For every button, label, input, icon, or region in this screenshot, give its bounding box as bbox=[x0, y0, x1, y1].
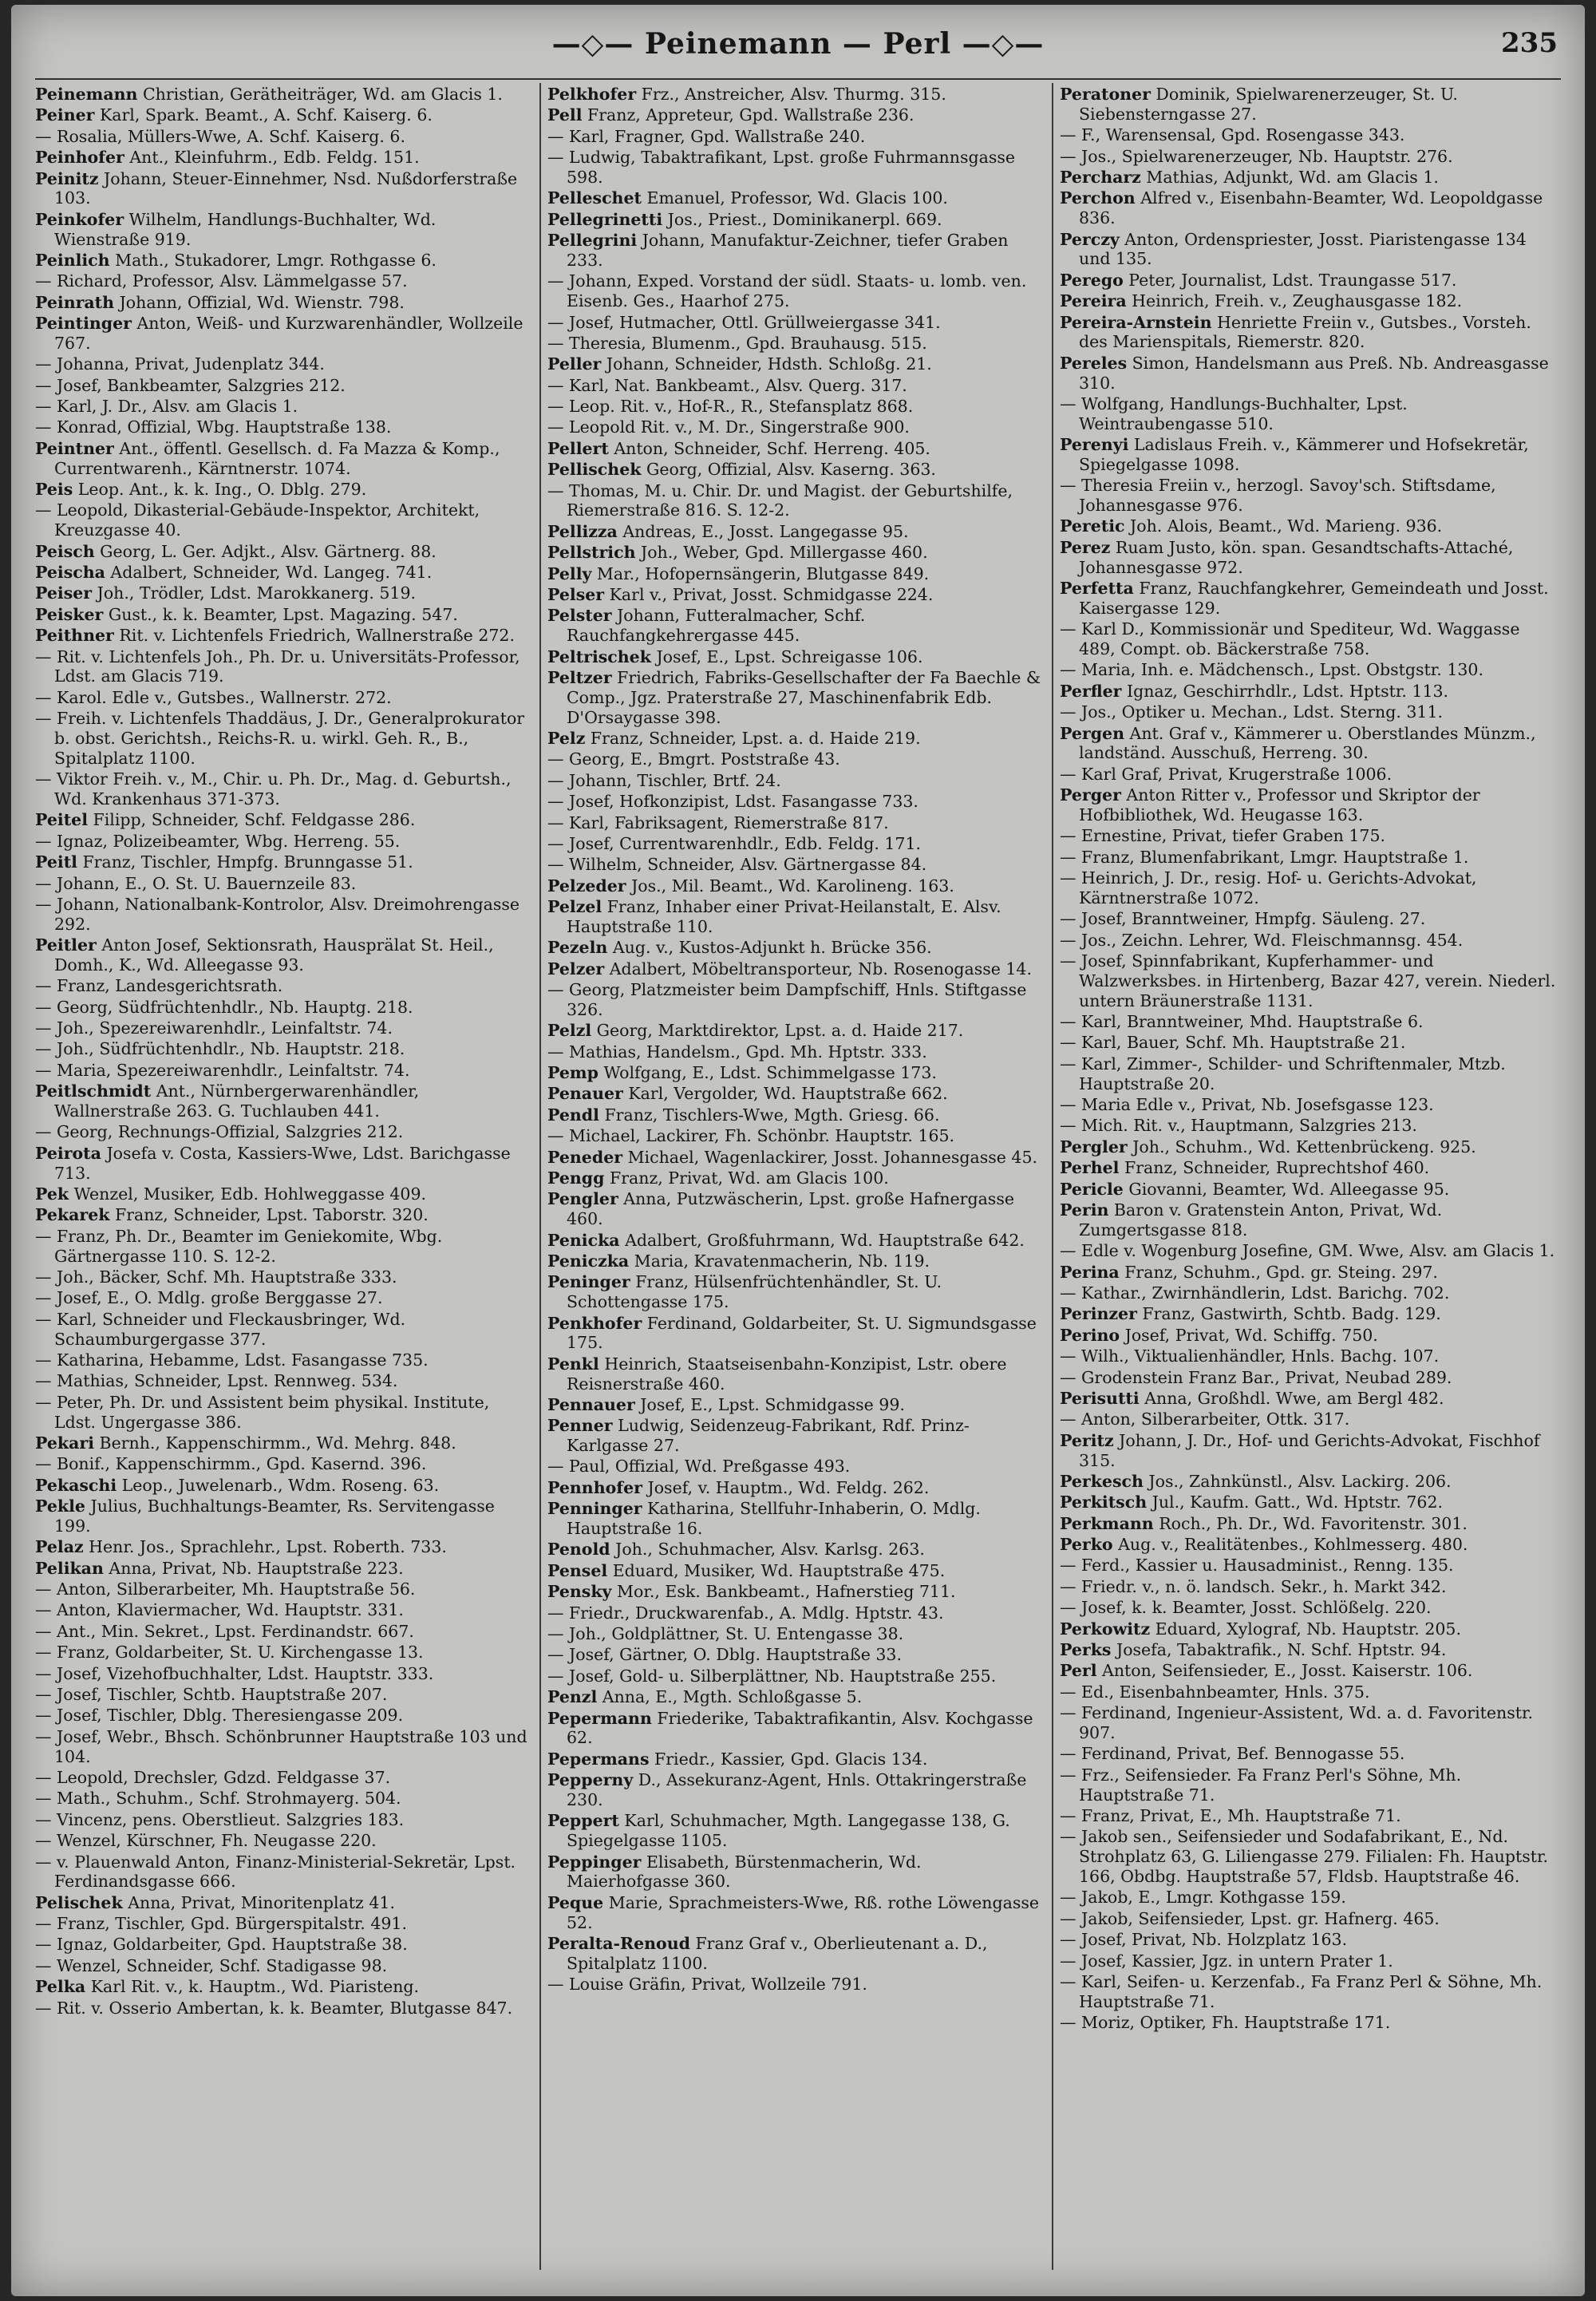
directory-entry: Peitlschmidt Ant., Nürnbergerwarenhändler, Wallnerstraße 263. G. Tuchlauben 441. bbox=[35, 1081, 420, 1121]
directory-entry: Peinhofer Ant., Kleinfuhrm., Edb. Feldg. 151. bbox=[35, 148, 420, 168]
directory-entry: Perks Josefa, Tabaktrafik., N. Schf. Hptstr. 94. bbox=[1060, 1640, 1447, 1660]
directory-entry: Pellegrini Johann, Manufaktur-Zeichner, tiefer Graben 233. bbox=[547, 231, 1009, 270]
directory-entry: Pekaschi Leop., Juwelenarb., Wdm. Roseng. 63. bbox=[35, 1475, 440, 1495]
directory-entry: Peintner Ant., öffentl. Gesellsch. d. Fa Mazza & Komp., Currentwarenh., Kärntnerstr. 1074. bbox=[35, 438, 500, 478]
directory-entry: — Mathias, Handelsm., Gpd. Mh. Hptstr. 333. bbox=[547, 1042, 927, 1062]
directory-entry: — Joh., Südfrüchtenhdlr., Nb. Hauptstr. 218. bbox=[35, 1039, 405, 1059]
directory-entry: Perego Peter, Journalist, Ldst. Traungasse 517. bbox=[1060, 270, 1457, 290]
directory-entry: Perger Anton Ritter v., Professor und Skriptor der Hofbibliothek, Wd. Heugasse 163. bbox=[1060, 785, 1480, 824]
directory-entry: Pellegrinetti Jos., Priest., Dominikanerpl. 669. bbox=[547, 209, 942, 229]
directory-entry: — Jakob sen., Seifensieder und Sodafabrikant, E., Nd. Strohplatz 63, G. Liliengasse 279. Filialen: Fh. Hauptstr. 166, Obdbg. Hauptstraße 57, Fldsb. Hauptstraße 46. bbox=[1060, 1827, 1549, 1886]
directory-entry: — Kathar., Zwirnhändlerin, Ldst. Barichg. 702. bbox=[1060, 1283, 1450, 1303]
directory-entry: Peitl Franz, Tischler, Hmpfg. Brunngasse 51. bbox=[35, 852, 413, 872]
page-number: 235 bbox=[1501, 27, 1558, 59]
directory-entry: Pergen Ant. Graf v., Kämmerer u. Oberstlandes Münzm., landständ. Ausschuß, Herreng. 30. bbox=[1060, 723, 1536, 763]
directory-entry: — Frz., Seifensieder. Fa Franz Perl's Söhne, Mh. Hauptstraße 71. bbox=[1060, 1765, 1462, 1805]
directory-entry: — Josef, Bankbeamter, Salzgries 212. bbox=[35, 375, 346, 395]
directory-entry: Perkmann Roch., Ph. Dr., Wd. Favoritenstr. 301. bbox=[1060, 1513, 1468, 1533]
directory-entry: — Karl D., Kommissionär und Spediteur, Wd. Waggasse 489, Compt. ob. Bäckerstraße 758. bbox=[1060, 619, 1520, 659]
directory-entry: Peirota Josefa v. Costa, Kassiers-Wwe, Ldst. Barichgasse 713. bbox=[35, 1143, 511, 1183]
directory-entry: — Wilh., Viktualienhändler, Hnls. Bachg. 107. bbox=[1060, 1346, 1440, 1366]
directory-entry: Perko Aug. v., Realitätenbes., Kohlmesserg. 480. bbox=[1060, 1535, 1468, 1555]
directory-entry: Pennhofer Josef, v. Hauptm., Wd. Feldg. 262. bbox=[547, 1477, 930, 1497]
directory-entry: — Wenzel, Schneider, Schf. Stadigasse 98. bbox=[35, 1955, 388, 1975]
directory-entry: — Anton, Klaviermacher, Wd. Hauptstr. 331. bbox=[35, 1600, 404, 1620]
directory-entry: — Ferd., Kassier u. Hausadminist., Renng. 135. bbox=[1060, 1556, 1454, 1576]
directory-entry: — Heinrich, J. Dr., resig. Hof- u. Gerichts-Advokat, Kärntnerstraße 1072. bbox=[1060, 868, 1477, 907]
directory-entry: Peritz Johann, J. Dr., Hof- und Gerichts-Advokat, Fischhof 315. bbox=[1060, 1430, 1540, 1470]
directory-entry: Pezeln Aug. v., Kustos-Adjunkt h. Brücke 356. bbox=[547, 938, 932, 958]
directory-entry: Peltrischek Josef, E., Lpst. Schreigasse 106. bbox=[547, 646, 923, 666]
directory-entry: — Theresia, Blumenm., Gpd. Brauhausg. 515. bbox=[547, 333, 927, 353]
directory-entry: — Karl, Fragner, Gpd. Wallstraße 240. bbox=[547, 126, 866, 146]
directory-entry: Peller Johann, Schneider, Hdsth. Schloßg. 21. bbox=[547, 354, 932, 374]
directory-entry: — Ludwig, Tabaktrafikant, Lpst. große Fuhrmannsgasse 598. bbox=[547, 148, 1016, 187]
directory-entry: — Josef, k. k. Beamter, Josst. Schlößelg. 220. bbox=[1060, 1598, 1432, 1618]
directory-entry: — Ignaz, Polizeibeamter, Wbg. Herreng. 55. bbox=[35, 831, 401, 851]
directory-entry: — Paul, Offizial, Wd. Preßgasse 493. bbox=[547, 1457, 851, 1477]
directory-entry: Pengg Franz, Privat, Wd. am Glacis 100. bbox=[547, 1168, 889, 1188]
directory-entry: Pelzl Georg, Marktdirektor, Lpst. a. d. Haide 217. bbox=[547, 1021, 964, 1041]
directory-entry: Peiser Joh., Trödler, Ldst. Marokkanerg. 519. bbox=[35, 583, 417, 603]
directory-entry: Peppert Karl, Schuhmacher, Mgth. Langegasse 138, G. Spiegelgasse 1105. bbox=[547, 1811, 1010, 1851]
directory-entry: Perin Baron v. Gratenstein Anton, Privat, Wd. Zumgertsgasse 818. bbox=[1060, 1200, 1443, 1239]
directory-entry: Perfetta Franz, Rauchfangkehrer, Gemeindeath und Josst. Kaisergasse 129. bbox=[1060, 579, 1549, 618]
column-divider bbox=[1052, 83, 1053, 2270]
directory-entry: Peinlich Math., Stukadorer, Lmgr. Rothgasse 6. bbox=[35, 250, 437, 270]
directory-entry: — Johann, Exped. Vorstand der südl. Staats- u. lomb. ven. Eisenb. Ges., Haarhof 275. bbox=[547, 271, 1027, 311]
directory-entry: — Karl, Branntweiner, Mhd. Hauptstraße 6. bbox=[1060, 1012, 1424, 1032]
directory-entry: Perinzer Franz, Gastwirth, Schtb. Badg. 129. bbox=[1060, 1304, 1441, 1324]
directory-entry: — Louise Gräfin, Privat, Wollzeile 791. bbox=[547, 1975, 867, 1995]
directory-entry: — Leop. Rit. v., Hof-R., R., Stefansplatz 868. bbox=[547, 397, 914, 417]
directory-entry: — Vincenz, pens. Oberstlieut. Salzgries 183. bbox=[35, 1809, 405, 1829]
directory-entry: Peinemann Christian, Gerätheiträger, Wd. am Glacis 1. bbox=[35, 85, 503, 104]
directory-entry: Peninger Franz, Hülsenfrüchtenhändler, St. U. Schottengasse 175. bbox=[547, 1272, 942, 1312]
directory-entry: Perczy Anton, Ordenspriester, Josst. Piaristengasse 134 und 135. bbox=[1060, 229, 1527, 269]
directory-entry: Penold Joh., Schuhmacher, Alsv. Karlsg. 263. bbox=[547, 1540, 925, 1560]
directory-entry: Peitel Filipp, Schneider, Schf. Feldgasse 286. bbox=[35, 810, 416, 830]
directory-entry: Perl Anton, Seifensieder, E., Josst. Kaiserstr. 106. bbox=[1060, 1661, 1473, 1681]
directory-entry: Perkitsch Jul., Kaufm. Gatt., Wd. Hptstr. 762. bbox=[1060, 1492, 1444, 1512]
column-right bbox=[1060, 85, 1559, 2279]
directory-entry: — Anton, Silberarbeiter, Mh. Hauptstraße 56. bbox=[35, 1579, 416, 1599]
directory-entry: Peiner Karl, Spark. Beamt., A. Schf. Kaiserg. 6. bbox=[35, 105, 433, 125]
directory-entry: — Karl, Seifen- u. Kerzenfab., Fa Franz Perl & Söhne, Mh. Hauptstraße 71. bbox=[1060, 1971, 1543, 2011]
directory-entry: — Josef, Currentwarenhdlr., Edb. Feldg. 171. bbox=[547, 833, 922, 853]
directory-entry: — Friedr., Druckwarenfab., A. Mdlg. Hptstr. 43. bbox=[547, 1603, 944, 1623]
directory-entry: Peinrath Johann, Offizial, Wd. Wienstr. 798. bbox=[35, 292, 405, 312]
directory-entry: Pennauer Josef, E., Lpst. Schmidgasse 99. bbox=[547, 1394, 905, 1414]
directory-entry: Peis Leop. Ant., k. k. Ing., O. Dblg. 279. bbox=[35, 480, 367, 500]
directory-entry: — Karl, Nat. Bankbeamt., Alsv. Querg. 317. bbox=[547, 375, 907, 395]
directory-entry: — Josef, Spinnfabrikant, Kupferhammer- und Walzwerksbes. in Hirtenberg, Bazar 427, verein. Niederl. untern Bräunerstraße 1131. bbox=[1060, 951, 1556, 1010]
directory-entry: — Ant., Min. Sekret., Lpst. Ferdinandstr. 667. bbox=[35, 1621, 414, 1641]
directory-entry: Peniczka Maria, Kravatenmacherin, Nb. 119. bbox=[547, 1251, 930, 1271]
directory-entry: — Franz, Privat, E., Mh. Hauptstraße 71. bbox=[1060, 1805, 1401, 1825]
directory-entry: Perchon Alfred v., Eisenbahn-Beamter, Wd. Leopoldgasse 836. bbox=[1060, 188, 1543, 228]
directory-entry: Pelser Karl v., Privat, Josst. Schmidgasse 224. bbox=[547, 585, 934, 604]
running-head: —◇— Peinemann — Perl —◇— bbox=[551, 27, 1045, 61]
directory-entry: Pellert Anton, Schneider, Schf. Herreng. 405. bbox=[547, 438, 930, 458]
directory-entry: — Karl, J. Dr., Alsv. am Glacis 1. bbox=[35, 397, 298, 417]
directory-entry: Penninger Katharina, Stellfuhr-Inhaberin, O. Mdlg. Hauptstraße 16. bbox=[547, 1499, 981, 1539]
directory-entry: — Franz, Goldarbeiter, St. U. Kirchengasse 13. bbox=[35, 1643, 424, 1662]
directory-entry: Pek Wenzel, Musiker, Edb. Hohlweggasse 409. bbox=[35, 1184, 427, 1204]
directory-entry: — Franz, Ph. Dr., Beamter im Geniekomite, Wbg. Gärtnergasse 110. S. 12-2. bbox=[35, 1226, 443, 1266]
directory-entry: — Grodenstein Franz Bar., Privat, Neubad 289. bbox=[1060, 1367, 1452, 1387]
directory-entry: — Joh., Bäcker, Schf. Mh. Hauptstraße 333. bbox=[35, 1267, 397, 1287]
directory-entry: — Leopold, Dikasterial-Gebäude-Inspektor, Architekt, Kreuzgasse 40. bbox=[35, 500, 480, 540]
directory-entry: Pelleschet Emanuel, Professor, Wd. Glacis 100. bbox=[547, 188, 948, 208]
directory-entry: — Rit. v. Lichtenfels Joh., Ph. Dr. u. Universitäts-Professor, Ldst. am Glacis 719. bbox=[35, 646, 520, 686]
directory-entry: Penner Ludwig, Seidenzeug-Fabrikant, Rdf. Prinz-Karlgasse 27. bbox=[547, 1416, 970, 1456]
directory-entry: Pelikan Anna, Privat, Nb. Hauptstraße 223. bbox=[35, 1558, 404, 1578]
directory-entry: Pereles Simon, Handelsmann aus Preß. Nb. Andreasgasse 310. bbox=[1060, 353, 1549, 393]
directory-entry: — Karl, Bauer, Schf. Mh. Hauptstraße 21. bbox=[1060, 1033, 1406, 1053]
directory-entry: Peneder Michael, Wagenlackirer, Josst. Johannesgasse 45. bbox=[547, 1147, 1038, 1167]
column-divider bbox=[539, 83, 541, 2270]
directory-entry: — Karol. Edle v., Gutsbes., Wallnerstr. 272. bbox=[35, 687, 392, 707]
directory-entry: — Maria, Spezereiwarenhdlr., Leinfaltstr. 74. bbox=[35, 1060, 410, 1080]
directory-entry: — Ferdinand, Ingenieur-Assistent, Wd. a. d. Favoritenstr. 907. bbox=[1060, 1703, 1534, 1742]
directory-entry: Pell Franz, Appreteur, Gpd. Wallstraße 236. bbox=[547, 105, 915, 125]
directory-entry: Penauer Karl, Vergolder, Wd. Hauptstraße 662. bbox=[547, 1084, 948, 1104]
directory-entry: — Karl Graf, Privat, Krugerstraße 1006. bbox=[1060, 764, 1393, 784]
directory-entry: — Mich. Rit. v., Hauptmann, Salzgries 213. bbox=[1060, 1116, 1417, 1136]
directory-entry: Pelster Johann, Futteralmacher, Schf. Rauchfangkehrergasse 445. bbox=[547, 606, 866, 646]
directory-entry: — Josef, Hutmacher, Ottl. Grüllweiergasse 341. bbox=[547, 312, 941, 332]
directory-entry: — F., Warensensal, Gpd. Rosengasse 343. bbox=[1060, 125, 1405, 145]
directory-entry: — Viktor Freih. v., M., Chir. u. Ph. Dr., Mag. d. Geburtsh., Wd. Krankenhaus 371-373. bbox=[35, 769, 512, 809]
directory-entry: — Franz, Landesgerichtsrath. bbox=[35, 976, 283, 996]
directory-entry: Penzl Anna, E., Mgth. Schloßgasse 5. bbox=[547, 1687, 863, 1707]
directory-entry: — Joh., Spezereiwarenhdlr., Leinfaltstr. 74. bbox=[35, 1018, 393, 1038]
directory-entry: Pereira Heinrich, Freih. v., Zeughausgasse 182. bbox=[1060, 291, 1463, 311]
column-left bbox=[35, 85, 535, 2279]
directory-entry: — Mathias, Schneider, Lpst. Rennweg. 534. bbox=[35, 1371, 398, 1391]
directory-entry: — Richard, Professor, Alsv. Lämmelgasse 57. bbox=[35, 271, 408, 291]
directory-entry: Perisutti Anna, Großhdl. Wwe, am Bergl 482. bbox=[1060, 1388, 1444, 1408]
directory-entry: — Maria, Inh. e. Mädchensch., Lpst. Obstgstr. 130. bbox=[1060, 660, 1483, 680]
directory-entry: — Bonif., Kappenschirmm., Gpd. Kasernd. 396. bbox=[35, 1454, 427, 1474]
directory-entry: — Josef, Gärtner, O. Dblg. Hauptstraße 33. bbox=[547, 1645, 902, 1665]
directory-entry: Peppinger Elisabeth, Bürstenmacherin, Wd. Maierhofgasse 360. bbox=[547, 1852, 922, 1892]
directory-entry: Pepperny D., Assekuranz-Agent, Hnls. Ottakringerstraße 230. bbox=[547, 1770, 1027, 1809]
directory-entry: — Freih. v. Lichtenfels Thaddäus, J. Dr., Generalprokurator b. obst. Gerichtsh., Reichs-R. u. wirkl. Geh. R., B., Spitalplatz 1100. bbox=[35, 709, 525, 768]
directory-entry: Pelka Karl Rit. v., k. Hauptm., Wd. Piaristeng. bbox=[35, 1977, 420, 1997]
directory-entry: Peithner Rit. v. Lichtenfels Friedrich, Wallnerstraße 272. bbox=[35, 626, 515, 646]
directory-entry: Pelzeder Jos., Mil. Beamt., Wd. Karolineng. 163. bbox=[547, 876, 954, 895]
directory-entry: Pergler Joh., Schuhm., Wd. Kettenbrückeng. 925. bbox=[1060, 1137, 1476, 1156]
directory-entry: Perenyi Ladislaus Freih. v., Kämmerer und Hofsekretär, Spiegelgasse 1098. bbox=[1060, 435, 1529, 474]
directory-entry: — Ferdinand, Privat, Bef. Bennogasse 55. bbox=[1060, 1744, 1405, 1764]
directory-entry: — Anton, Silberarbeiter, Ottk. 317. bbox=[1060, 1409, 1350, 1429]
directory-entry: Peisker Gust., k. k. Beamter, Lpst. Magazing. 547. bbox=[35, 604, 458, 624]
directory-entry: Peretic Joh. Alois, Beamt., Wd. Marieng. 936. bbox=[1060, 516, 1443, 536]
directory-entry: — Ed., Eisenbahnbeamter, Hnls. 375. bbox=[1060, 1682, 1370, 1702]
directory-entry: — Karl, Fabriksagent, Riemerstraße 817. bbox=[547, 812, 889, 832]
directory-entry: — Johanna, Privat, Judenplatz 344. bbox=[35, 354, 325, 374]
directory-entry: Pericle Giovanni, Beamter, Wd. Alleegasse 95. bbox=[1060, 1179, 1450, 1199]
directory-entry: — Josef, E., O. Mdlg. große Berggasse 27. bbox=[35, 1288, 383, 1308]
directory-entry: — Johann, Tischler, Brtf. 24. bbox=[547, 770, 781, 790]
directory-entry: Pellstrich Joh., Weber, Gpd. Millergasse 460. bbox=[547, 543, 928, 563]
directory-entry: Penkhofer Ferdinand, Goldarbeiter, St. U. Sigmundsgasse 175. bbox=[547, 1313, 1037, 1353]
directory-entry: — Theresia Freiin v., herzogl. Savoy'sch. Stiftsdame, Johannesgasse 976. bbox=[1060, 476, 1496, 516]
directory-entry: — Jos., Zeichn. Lehrer, Wd. Fleischmannsg. 454. bbox=[1060, 930, 1464, 950]
page-header bbox=[11, 22, 1585, 70]
directory-entry: — Georg, E., Bmgrt. Poststraße 43. bbox=[547, 749, 840, 769]
directory-page bbox=[11, 5, 1585, 2296]
directory-entry: Perez Ruam Justo, kön. span. Gesandtschafts-Attaché, Johannesgasse 972. bbox=[1060, 537, 1514, 577]
directory-entry: Pelly Mar., Hofopernsängerin, Blutgasse 849. bbox=[547, 563, 930, 583]
directory-entry: Peisch Georg, L. Ger. Adjkt., Alsv. Gärtnerg. 88. bbox=[35, 541, 437, 561]
directory-entry: Peinkofer Wilhelm, Handlungs-Buchhalter, Wd. Wienstraße 919. bbox=[35, 209, 437, 249]
directory-entry: Pelz Franz, Schneider, Lpst. a. d. Haide 219. bbox=[547, 728, 921, 748]
directory-entry: — Josef, Gold- u. Silberplättner, Nb. Hauptstraße 255. bbox=[547, 1666, 997, 1686]
directory-entry: Perkesch Jos., Zahnkünstl., Alsv. Lackirg. 206. bbox=[1060, 1471, 1452, 1491]
directory-entry: Perina Franz, Schuhm., Gpd. gr. Steing. 297. bbox=[1060, 1262, 1438, 1282]
directory-entry: — Josef, Kassier, Jgz. in untern Prater 1. bbox=[1060, 1951, 1393, 1971]
directory-entry: Peratoner Dominik, Spielwarenerzeuger, St. U. Siebensterngasse 27. bbox=[1060, 85, 1458, 124]
directory-entry: — Georg, Rechnungs-Offizial, Salzgries 212. bbox=[35, 1122, 404, 1142]
directory-entry: — Moriz, Optiker, Fh. Hauptstraße 171. bbox=[1060, 2013, 1391, 2033]
directory-entry: — Johann, Nationalbank-Kontrolor, Alsv. Dreimohrengasse 292. bbox=[35, 894, 520, 934]
header-rule bbox=[35, 78, 1561, 80]
directory-entry: — Katharina, Hebamme, Ldst. Fasangasse 735. bbox=[35, 1350, 429, 1370]
directory-entry: — Wolfgang, Handlungs-Buchhalter, Lpst. Weintraubengasse 510. bbox=[1060, 393, 1408, 433]
directory-entry: — Ignaz, Goldarbeiter, Gpd. Hauptstraße 38. bbox=[35, 1935, 408, 1955]
directory-entry: Pelaz Henr. Jos., Sprachlehr., Lpst. Roberth. 733. bbox=[35, 1537, 447, 1557]
directory-entry: — Leopold Rit. v., M. Dr., Singerstraße 900. bbox=[547, 417, 910, 437]
directory-entry: Perfler Ignaz, Geschirrhdlr., Ldst. Hptstr. 113. bbox=[1060, 681, 1449, 701]
directory-entry: Peque Marie, Sprachmeisters-Wwe, Rß. rothe Löwengasse 52. bbox=[547, 1892, 1039, 1932]
directory-entry: Pelkhofer Frz., Anstreicher, Alsv. Thurmg. 315. bbox=[547, 85, 946, 104]
directory-entry: Pereira-Arnstein Henriette Freiin v., Gutsbes., Vorsteh. des Marienspitals, Riemerstr. 820. bbox=[1060, 312, 1531, 352]
directory-entry: — Franz, Tischler, Gpd. Bürgerspitalstr. 491. bbox=[35, 1914, 407, 1934]
directory-entry: — Thomas, M. u. Chir. Dr. und Magist. der Geburtshilfe, Riemerstraße 816. S. 12-2. bbox=[547, 480, 1013, 520]
directory-entry: — Rit. v. Osserio Ambertan, k. k. Beamter, Blutgasse 847. bbox=[35, 1998, 513, 2018]
directory-entry: — Edle v. Wogenburg Josefine, GM. Wwe, Alsv. am Glacis 1. bbox=[1060, 1241, 1555, 1261]
directory-entry: Penkl Heinrich, Staatseisenbahn-Konzipist, Lstr. obere Reisnerstraße 460. bbox=[547, 1354, 1007, 1394]
directory-entry: — Josef, Hofkonzipist, Ldst. Fasangasse 733. bbox=[547, 792, 918, 812]
directory-entry: — Leopold, Drechsler, Gdzd. Feldgasse 37. bbox=[35, 1767, 391, 1787]
directory-entry: — Joh., Goldplättner, St. U. Entengasse 38. bbox=[547, 1624, 904, 1643]
directory-entry: — Konrad, Offizial, Wbg. Hauptstraße 138. bbox=[35, 417, 392, 437]
directory-entry: Pendl Franz, Tischlers-Wwe, Mgth. Griesg. 66. bbox=[547, 1105, 940, 1125]
directory-entry: — Rosalia, Müllers-Wwe, A. Schf. Kaiserg. 6. bbox=[35, 126, 405, 146]
directory-entry: — Josef, Tischler, Dblg. Theresiengasse 209. bbox=[35, 1706, 404, 1726]
directory-entry: — Georg, Südfrüchtenhdlr., Nb. Hauptg. 218. bbox=[35, 997, 413, 1017]
directory-entry: — Wenzel, Kürschner, Fh. Neugasse 220. bbox=[35, 1831, 377, 1851]
directory-entry: Pengler Anna, Putzwäscherin, Lpst. große Hafnergasse 460. bbox=[547, 1189, 1014, 1229]
directory-entry: Perkowitz Eduard, Xylograf, Nb. Hauptstr. 205. bbox=[1060, 1619, 1461, 1639]
directory-entry: — Georg, Platzmeister beim Dampfschiff, Hnls. Stiftgasse 326. bbox=[547, 980, 1027, 1019]
directory-entry: Pelzer Adalbert, Möbeltransporteur, Nb. Rosenogasse 14. bbox=[547, 959, 1032, 979]
directory-entry: — Karl, Schneider und Fleckausbringer, Wd. Schaumburgergasse 377. bbox=[35, 1309, 406, 1349]
directory-entry: — Maria Edle v., Privat, Nb. Josefsgasse 123. bbox=[1060, 1095, 1434, 1115]
directory-entry: Perhel Franz, Schneider, Ruprechtshof 460. bbox=[1060, 1158, 1430, 1178]
directory-entry: Pekle Julius, Buchhaltungs-Beamter, Rs. Servitengasse 199. bbox=[35, 1496, 495, 1536]
directory-entry: — Josef, Webr., Bhsch. Schönbrunner Hauptstraße 103 und 104. bbox=[35, 1726, 527, 1766]
directory-entry: — Josef, Privat, Nb. Holzplatz 163. bbox=[1060, 1930, 1348, 1950]
directory-entry: Pensel Eduard, Musiker, Wd. Hauptstraße 475. bbox=[547, 1560, 946, 1580]
directory-entry: — Josef, Vizehofbuchhalter, Ldst. Hauptstr. 333. bbox=[35, 1663, 434, 1683]
column-middle bbox=[547, 85, 1047, 2279]
directory-entry: Pelzel Franz, Inhaber einer Privat-Heilanstalt, E. Alsv. Hauptstraße 110. bbox=[547, 897, 1001, 936]
directory-entry: Pellischek Georg, Offizial, Alsv. Kaserng. 363. bbox=[547, 460, 936, 480]
directory-entry: Pepermans Friedr., Kassier, Gpd. Glacis 134. bbox=[547, 1749, 928, 1769]
directory-entry: Peinitz Johann, Steuer-Einnehmer, Nsd. Nußdorferstraße 103. bbox=[35, 168, 518, 208]
directory-entry: Pelischek Anna, Privat, Minoritenplatz 41. bbox=[35, 1892, 395, 1912]
directory-entry: Pekarek Franz, Schneider, Lpst. Taborstr. 320. bbox=[35, 1205, 429, 1225]
directory-entry: Peintinger Anton, Weiß- und Kurzwarenhändler, Wollzeile 767. bbox=[35, 314, 523, 353]
directory-entry: Penicka Adalbert, Großfuhrmann, Wd. Hauptstraße 642. bbox=[547, 1230, 1025, 1250]
directory-entry: — Franz, Blumenfabrikant, Lmgr. Hauptstraße 1. bbox=[1060, 847, 1469, 867]
directory-entry: — Friedr. v., n. ö. landsch. Sekr., h. Markt 342. bbox=[1060, 1576, 1447, 1596]
directory-entry: Peitler Anton Josef, Sektionsrath, Hausprälat St. Heil., Domh., K., Wd. Alleegasse 93. bbox=[35, 935, 494, 975]
directory-entry: — Josef, Branntweiner, Hmpfg. Säuleng. 27. bbox=[1060, 909, 1426, 929]
directory-entry: — Jos., Optiker u. Mechan., Ldst. Sterng. 311. bbox=[1060, 702, 1443, 722]
directory-entry: — Jakob, E., Lmgr. Kothgasse 159. bbox=[1060, 1888, 1346, 1908]
directory-entry: Peltzer Friedrich, Fabriks-Gesellschafter der Fa Baechle & Comp., Jgz. Praterstraße 27, Maschinenfabrik Edb. D'Orsaygasse 398. bbox=[547, 667, 1041, 727]
directory-entry: — Karl, Zimmer-, Schilder- und Schriftenmaler, Mtzb. Hauptstraße 20. bbox=[1060, 1054, 1506, 1093]
directory-entry: Pellizza Andreas, E., Josst. Langegasse 95. bbox=[547, 521, 909, 541]
directory-entry: Percharz Mathias, Adjunkt, Wd. am Glacis 1. bbox=[1060, 167, 1439, 187]
directory-entry: Peralta-Renoud Franz Graf v., Oberlieutenant a. D., Spitalplatz 1100. bbox=[547, 1933, 988, 1973]
directory-entry: — Jos., Spielwarenerzeuger, Nb. Hauptstr. 276. bbox=[1060, 146, 1453, 166]
directory-entry: — Johann, E., O. St. U. Bauernzeile 83. bbox=[35, 873, 357, 893]
directory-entry: Pensky Mor., Esk. Bankbeamt., Hafnerstieg 711. bbox=[547, 1582, 956, 1602]
directory-entry: — Jakob, Seifensieder, Lpst. gr. Hafnerg. 465. bbox=[1060, 1908, 1440, 1928]
directory-entry: — Peter, Ph. Dr. und Assistent beim physikal. Institute, Ldst. Ungergasse 386. bbox=[35, 1392, 490, 1432]
directory-entry: — Ernestine, Privat, tiefer Graben 175. bbox=[1060, 826, 1385, 846]
directory-entry: Pemp Wolfgang, E., Ldst. Schimmelgasse 173. bbox=[547, 1063, 937, 1083]
directory-entry: — v. Plauenwald Anton, Finanz-Ministerial-Sekretär, Lpst. Ferdinandsgasse 666. bbox=[35, 1852, 516, 1892]
directory-entry: — Math., Schuhm., Schf. Strohmayerg. 504. bbox=[35, 1789, 401, 1809]
directory-entry: Pepermann Friederike, Tabaktrafikantin, Alsv. Kochgasse 62. bbox=[547, 1708, 1033, 1748]
directory-entry: — Wilhelm, Schneider, Alsv. Gärtnergasse 84. bbox=[547, 855, 927, 875]
directory-entry: Pekari Bernh., Kappenschirmm., Wd. Mehrg. 848. bbox=[35, 1433, 456, 1453]
directory-entry: — Michael, Lackirer, Fh. Schönbr. Hauptstr. 165. bbox=[547, 1126, 955, 1146]
directory-entry: — Josef, Tischler, Schtb. Hauptstraße 207. bbox=[35, 1684, 388, 1704]
directory-entry: Perino Josef, Privat, Wd. Schiffg. 750. bbox=[1060, 1325, 1378, 1345]
directory-entry: Peischa Adalbert, Schneider, Wd. Langeg. 741. bbox=[35, 563, 433, 583]
